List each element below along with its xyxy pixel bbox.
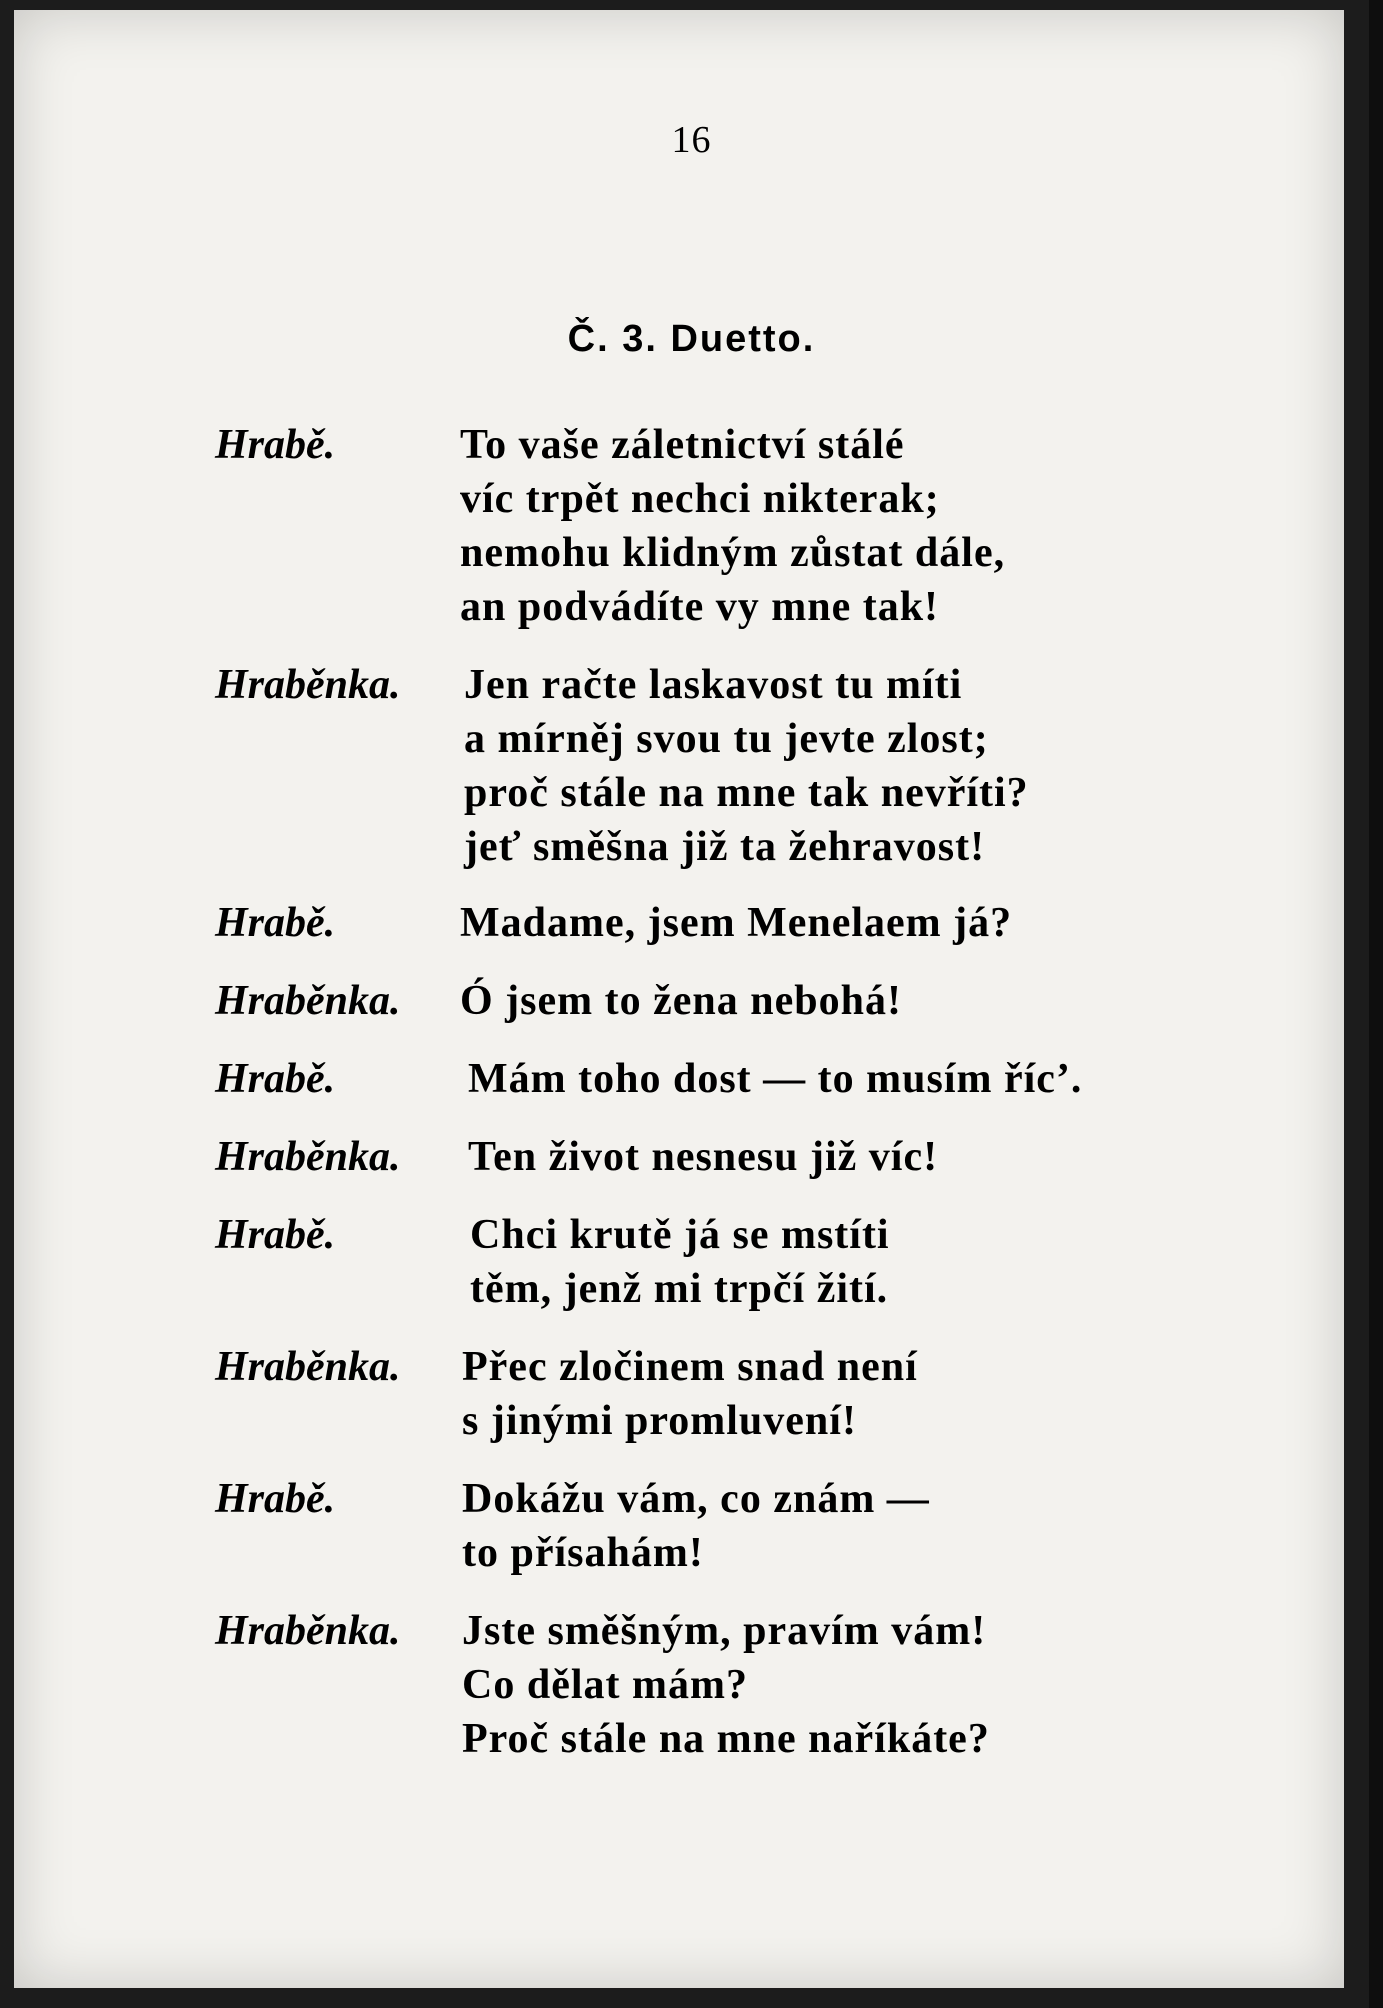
- speaker-name: Hraběnka.: [215, 1344, 401, 1390]
- verse-line: Chci krutě já se mstíti: [470, 1212, 890, 1258]
- verse-line: víc trpět nechci nikterak;: [460, 476, 940, 522]
- dialogue-lines: [460, 658, 1215, 874]
- verse-line: to přísahám!: [462, 1530, 704, 1576]
- verse-line: Madame, jsem Menelaem já?: [460, 900, 1013, 946]
- verse-line: Ó jsem to žena nebohá!: [460, 978, 902, 1024]
- speaker-name: Hraběnka.: [215, 1608, 401, 1654]
- speaker-name: Hrabě.: [215, 422, 336, 468]
- speaker-name: Hraběnka.: [215, 978, 401, 1024]
- speaker-name: Hrabě.: [215, 900, 336, 946]
- dialogue-entry: [215, 896, 1215, 950]
- dialogue-entry: [215, 1472, 1215, 1580]
- dialogue-lines: [460, 1472, 1215, 1580]
- section-title: Č. 3. Duetto.: [567, 318, 816, 360]
- verse-line: Přec zločinem snad není: [462, 1344, 918, 1390]
- dialogue-script: [215, 418, 1215, 1766]
- verse-line: an podvádíte vy mne tak!: [460, 584, 940, 630]
- speaker-name: Hrabě.: [215, 1056, 336, 1102]
- dialogue-lines: [460, 1130, 1215, 1184]
- dialogue-entry: [215, 1052, 1215, 1106]
- verse-line: Ten život nesnesu již víc!: [468, 1134, 939, 1180]
- dialogue-lines: [460, 974, 1215, 1028]
- dialogue-entry: [215, 1130, 1215, 1184]
- page-edge-shadow: [1369, 0, 1383, 2008]
- verse-line: s jinými promluvení!: [462, 1398, 857, 1444]
- dialogue-lines: [460, 1604, 1215, 1766]
- dialogue-entry: [215, 658, 1215, 874]
- verse-line: Proč stále na mne naříkáte?: [462, 1716, 990, 1762]
- dialogue-entry: [215, 418, 1215, 634]
- verse-line: jeť směšna již ta žehravost!: [464, 824, 986, 870]
- verse-line: proč stále na mne tak nevříti?: [464, 770, 1029, 816]
- verse-line: Jste směšným, pravím vám!: [462, 1608, 987, 1654]
- verse-line: těm, jenž mi trpčí žití.: [470, 1266, 889, 1312]
- dialogue-lines: [460, 1340, 1215, 1448]
- dialogue-lines: [460, 1208, 1215, 1316]
- page-number: 16: [671, 119, 712, 161]
- dialogue-entry: [215, 1208, 1215, 1316]
- verse-line: Jen račte laskavost tu míti: [464, 662, 963, 708]
- dialogue-lines: [460, 896, 1215, 950]
- verse-line: a mírněj svou tu jevte zlost;: [464, 716, 989, 762]
- speaker-name: Hraběnka.: [215, 1134, 401, 1180]
- speaker-name: Hraběnka.: [215, 662, 401, 708]
- verse-line: Dokážu vám, co znám —: [462, 1476, 930, 1522]
- speaker-name: Hrabě.: [215, 1212, 336, 1258]
- dialogue-lines: [460, 1052, 1215, 1106]
- verse-line: Mám toho dost — to musím říc’.: [468, 1056, 1083, 1102]
- verse-line: nemohu klidným zůstat dále,: [460, 530, 1006, 576]
- dialogue-entry: [215, 1340, 1215, 1448]
- dialogue-lines: [460, 418, 1215, 634]
- dialogue-entry: [215, 974, 1215, 1028]
- verse-line: To vaše záletnictví stálé: [460, 422, 905, 468]
- dialogue-entry: [215, 1604, 1215, 1766]
- speaker-name: Hrabě.: [215, 1476, 336, 1522]
- verse-line: Co dělat mám?: [462, 1662, 748, 1708]
